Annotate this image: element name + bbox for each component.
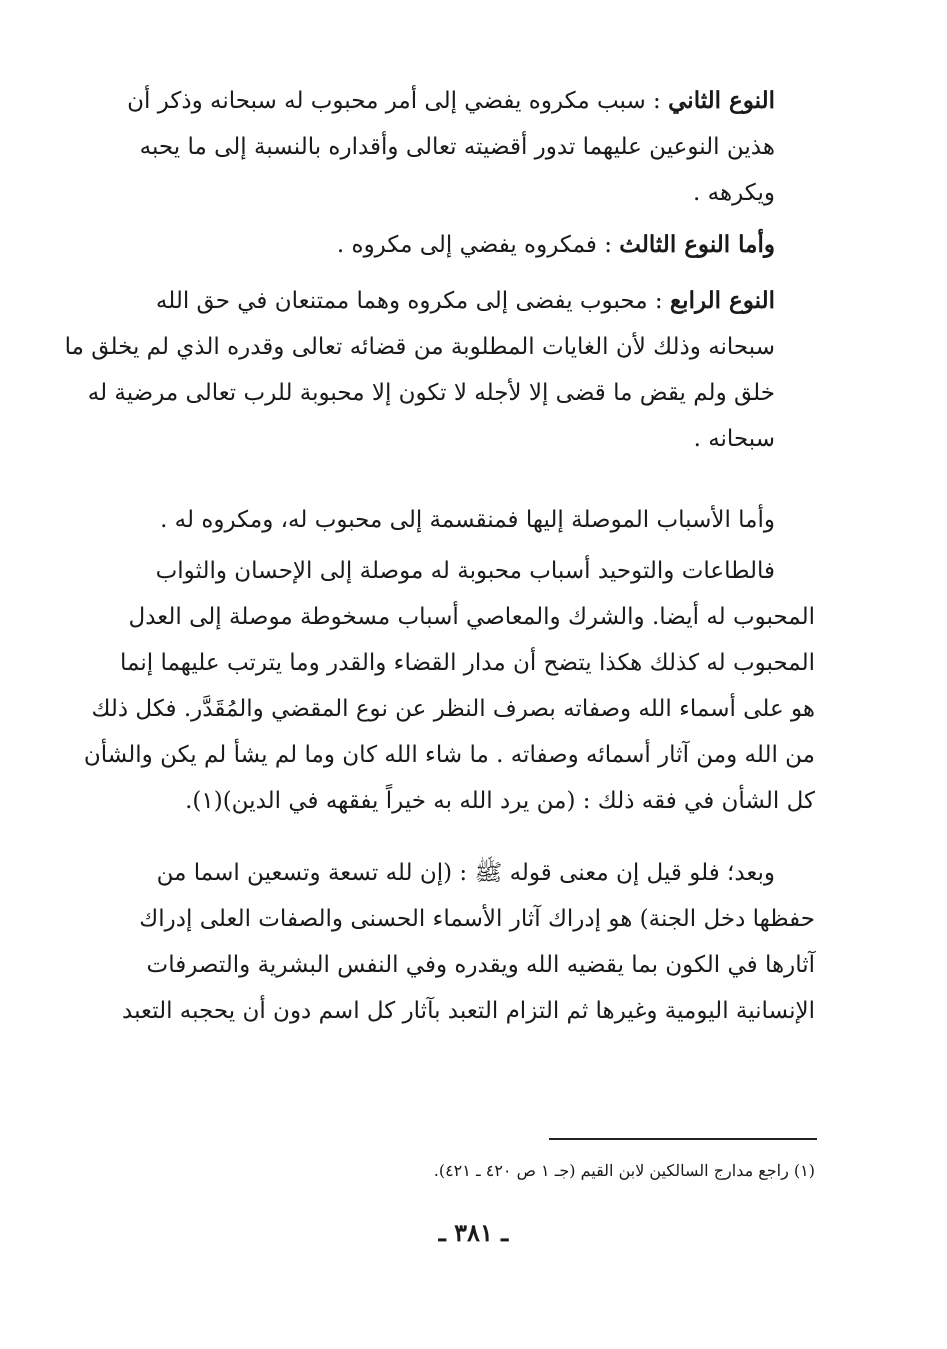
text-line: من الله ومن آثار أسمائه وصفاته . ما شاء الله كان وما لم يشأ لم يكن والشأن: [83, 742, 815, 768]
heading-second-type: النوع الثاني: [668, 87, 775, 114]
text-line: [85, 222, 775, 268]
heading-third-type: وأما النوع الثالث: [619, 231, 775, 258]
paragraph-causes: [85, 497, 815, 543]
text-line: الإنسانية اليومية وغيرها ثم التزام التعبد بآثار كل اسم دون أن يحجبه التعبد: [122, 998, 815, 1024]
text-run: : سبب مكروه يفضي إلى أمر محبوب له سبحانه وذكر أن: [127, 88, 669, 114]
paragraph-fourth-type: [64, 278, 815, 462]
text-line: [85, 278, 775, 324]
paragraph-obedience: [83, 548, 815, 824]
text-line: [85, 78, 775, 124]
text-line: كل الشأن في فقه ذلك : (من يرد الله به خيراً يفقهه في الدين)(١).: [185, 788, 815, 814]
paragraph-second-type: [85, 78, 815, 216]
paragraph-third-type: [85, 222, 815, 268]
text-line: سبحانه .: [693, 426, 775, 452]
text-line: وبعد؛ فلو قيل إن معنى قوله ﷺ : (إن لله تسعة وتسعين اسما من: [156, 860, 775, 886]
text-line: وأما الأسباب الموصلة إليها فمنقسمة إلى محبوب له، ومكروه له .: [160, 507, 775, 533]
text-run: : محبوب يفضى إلى مكروه وهما ممتنعان في حق الله: [155, 288, 670, 314]
text-line: خلق ولم يقض ما قضى إلا لأجله لا تكون إلا محبوبة للرب تعالى مرضية له: [87, 380, 775, 406]
text-line: المحبوب له أيضا. والشرك والمعاصي أسباب مسخوطة موصلة إلى العدل: [128, 604, 815, 630]
footnote: (١) راجع مدارج السالكين لابن القيم (جـ ١ ص ٤٢٠ ـ ٤٢١).: [433, 1161, 815, 1180]
text-line: فالطاعات والتوحيد أسباب محبوبة له موصلة إلى الإحسان والثواب: [155, 558, 775, 584]
page-number: ـ ٣٨١ ـ: [438, 1218, 509, 1247]
heading-fourth-type: النوع الرابع: [669, 287, 775, 314]
text-line: هذين النوعين عليهما تدور أقضيته تعالى وأقداره بالنسبة إلى ما يحبه: [139, 134, 775, 160]
text-line: سبحانه وذلك لأن الغايات المطلوبة من قضائه تعالى وقدره الذي لم يخلق ما: [64, 334, 775, 360]
text-line: حفظها دخل الجنة) هو إدراك آثار الأسماء الحسنى والصفات العلى إدراك: [139, 906, 815, 932]
text-line: ويكرهه .: [693, 180, 775, 206]
text-line: المحبوب له كذلك هكذا يتضح أن مدار القضاء والقدر وما يترتب عليهما إنما: [120, 650, 815, 676]
text-line: آثارها في الكون بما يقضيه الله ويقدره وفي النفس البشرية والتصرفات: [146, 952, 815, 978]
text-run: : فمكروه يفضي إلى مكروه .: [336, 232, 620, 258]
text-line: هو على أسماء الله وصفاته بصرف النظر عن نوع المقضي والمُقَدَّر. فكل ذلك: [91, 696, 815, 722]
footnote-divider: [549, 1138, 817, 1140]
paragraph-names-of-allah: [122, 850, 815, 1034]
